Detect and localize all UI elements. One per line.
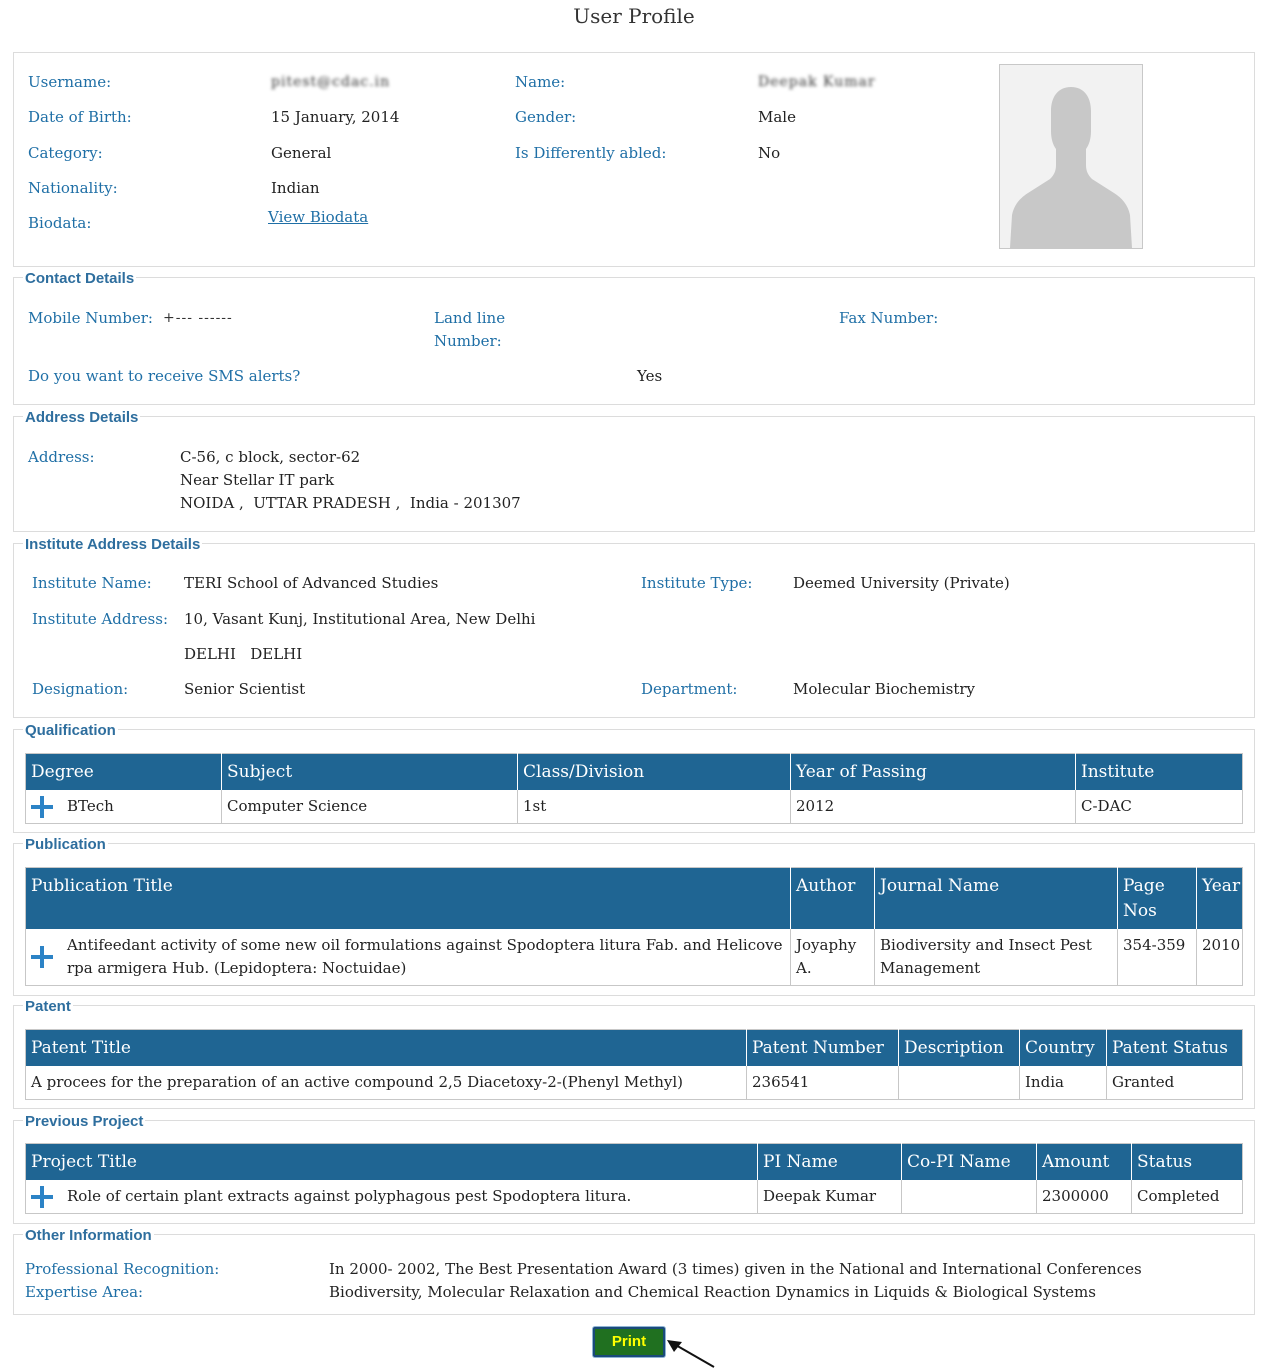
name-label: Name: [515, 73, 566, 91]
biodata-label: Biodata: [28, 214, 92, 232]
landline-label-line2: Number: [434, 332, 502, 350]
qualification-cell-institute: C-DAC [1081, 797, 1132, 815]
publication-cell-title [26, 929, 791, 986]
other-info-legend: Other Information [25, 1227, 152, 1244]
publication-title-text: Antifeedant activity of some new oil formulations against Spodoptera litura Fab. and Helicoverpa armigera Hub. (Lepidoptera: Noctuidae) [67, 936, 783, 977]
qualification-cell-degree [26, 790, 222, 824]
qualification-header-class: Class/Division [518, 754, 791, 791]
patent-cell-country: India [1020, 1066, 1107, 1100]
publication-header-title: Publication Title [26, 868, 791, 930]
patent-legend: Patent [25, 998, 71, 1015]
publication-cell-year: 2010 [1202, 936, 1241, 954]
qualification-table [25, 753, 1243, 824]
institute-name-value: TERI School of Advanced Studies [184, 574, 439, 592]
table-row [26, 790, 1243, 824]
publication-cell-pages: 354-359 [1118, 929, 1197, 986]
project-cell-pi: Deepak Kumar [758, 1180, 902, 1214]
address-line1: C-56, c block, sector-62 [180, 448, 361, 466]
designation-label: Designation: [32, 680, 129, 698]
qualification-cell-class: 1st [518, 790, 791, 824]
username-label: Username: [28, 73, 112, 91]
designation-value: Senior Scientist [184, 680, 306, 698]
publication-header-journal: Journal Name [875, 868, 1118, 930]
project-header-amount: Amount [1037, 1144, 1132, 1181]
project-header-status: Status [1132, 1144, 1243, 1181]
project-cell-copi [902, 1180, 1037, 1214]
gender-value: Male [758, 108, 796, 126]
address-line2: Near Stellar IT park [180, 471, 335, 489]
department-value: Molecular Biochemistry [793, 680, 975, 698]
nationality-label: Nationality: [28, 179, 118, 197]
qualification-header-degree: Degree [26, 754, 222, 791]
project-cell-title [26, 1180, 758, 1214]
table-row [26, 1066, 1243, 1100]
institute-name-label: Institute Name: [32, 574, 152, 592]
project-header-title: Project Title [26, 1144, 758, 1181]
project-cell-amount: 2300000 [1037, 1180, 1132, 1214]
category-value: General [271, 144, 332, 162]
project-header-row [26, 1144, 1243, 1181]
expand-plus-icon[interactable] [31, 796, 53, 818]
patent-cell-title: A procees for the preparation of an active compound 2,5 Diacetoxy-2-(Phenyl Methyl) [26, 1066, 747, 1100]
project-header-pi: PI Name [758, 1144, 902, 1181]
dob-label: Date of Birth: [28, 108, 132, 126]
table-row [26, 929, 1243, 986]
publication-cell-journal: Biodiversity and Insect Pest Management [875, 929, 1118, 986]
publication-header-author: Author [791, 868, 875, 930]
patent-header-row [26, 1030, 1243, 1067]
qualification-header-year: Year of Passing [791, 754, 1076, 791]
address-legend: Address Details [25, 409, 139, 426]
qualification-cell-subject: Computer Science [222, 790, 518, 824]
institute-address-city: DELHI DELHI [184, 645, 303, 663]
patent-header-country: Country [1020, 1030, 1107, 1067]
expertise-value: Biodiversity, Molecular Relaxation and Chemical Reaction Dynamics in Liquids & Biological Systems [329, 1283, 1096, 1301]
institute-address-label: Institute Address: [32, 610, 169, 628]
project-legend: Previous Project [25, 1113, 144, 1130]
patent-cell-status: Granted [1112, 1073, 1175, 1091]
contact-legend: Contact Details [25, 270, 135, 287]
differently-abled-value: No [758, 144, 781, 162]
publication-header-row [26, 868, 1243, 930]
address-line3: NOIDA , UTTAR PRADESH , India - 201307 [180, 494, 521, 512]
qualification-header-subject: Subject [222, 754, 518, 791]
fax-label: Fax Number: [839, 309, 939, 327]
project-cell-status: Completed [1137, 1187, 1220, 1205]
sms-alert-label: Do you want to receive SMS alerts? [28, 367, 301, 385]
username-value: pitest@cdac.in [271, 74, 391, 90]
mobile-label: Mobile Number: [28, 309, 153, 327]
nationality-value: Indian [271, 179, 320, 197]
recognition-value: In 2000- 2002, The Best Presentation Award (3 times) given in the National and International Conferences [329, 1260, 1142, 1278]
sms-alert-value: Yes [637, 367, 663, 385]
institute-type-value: Deemed University (Private) [793, 574, 1010, 592]
page-title: User Profile [573, 4, 695, 28]
qualification-header-institute: Institute [1076, 754, 1243, 791]
qualification-header-row [26, 754, 1243, 791]
project-table [25, 1143, 1243, 1214]
cursor-arrow-icon [664, 1338, 720, 1368]
address-label: Address: [28, 448, 95, 466]
patent-table [25, 1029, 1243, 1100]
profile-photo [999, 64, 1143, 249]
institute-type-label: Institute Type: [641, 574, 753, 592]
expand-plus-icon[interactable] [31, 946, 53, 968]
project-title-text: Role of certain plant extracts against polyphagous pest Spodoptera litura. [67, 1187, 632, 1205]
gender-label: Gender: [515, 108, 577, 126]
institute-legend: Institute Address Details [25, 536, 201, 553]
qualification-cell-year: 2012 [791, 790, 1076, 824]
qualification-degree-text: BTech [67, 797, 114, 815]
mobile-value: +--- ------ [163, 310, 233, 326]
department-label: Department: [641, 680, 738, 698]
publication-header-pages: Page Nos [1118, 868, 1197, 930]
patent-cell-description [899, 1066, 1020, 1100]
patent-header-number: Patent Number [747, 1030, 899, 1067]
category-label: Category: [28, 144, 103, 162]
differently-abled-label: Is Differently abled: [515, 144, 667, 162]
patent-header-title: Patent Title [26, 1030, 747, 1067]
expand-plus-icon[interactable] [31, 1186, 53, 1208]
recognition-label: Professional Recognition: [25, 1260, 220, 1278]
publication-header-year: Year [1197, 868, 1243, 930]
expertise-label: Expertise Area: [25, 1283, 144, 1301]
view-biodata-link[interactable]: View Biodata [268, 208, 369, 226]
user-silhouette-icon [1000, 65, 1142, 248]
publication-table [25, 867, 1243, 986]
print-button[interactable]: Print [593, 1327, 665, 1357]
patent-header-status: Patent Status [1107, 1030, 1243, 1067]
qualification-legend: Qualification [25, 722, 116, 739]
dob-value: 15 January, 2014 [271, 108, 400, 126]
publication-legend: Publication [25, 836, 106, 853]
table-row [26, 1180, 1243, 1214]
landline-label-line1: Land line [434, 309, 506, 327]
patent-cell-number: 236541 [747, 1066, 899, 1100]
project-header-copi: Co-PI Name [902, 1144, 1037, 1181]
publication-cell-author: Joyaphy A. [791, 929, 875, 986]
name-value: Deepak Kumar [758, 74, 876, 90]
institute-address-value: 10, Vasant Kunj, Institutional Area, New Delhi [184, 610, 536, 628]
patent-header-description: Description [899, 1030, 1020, 1067]
